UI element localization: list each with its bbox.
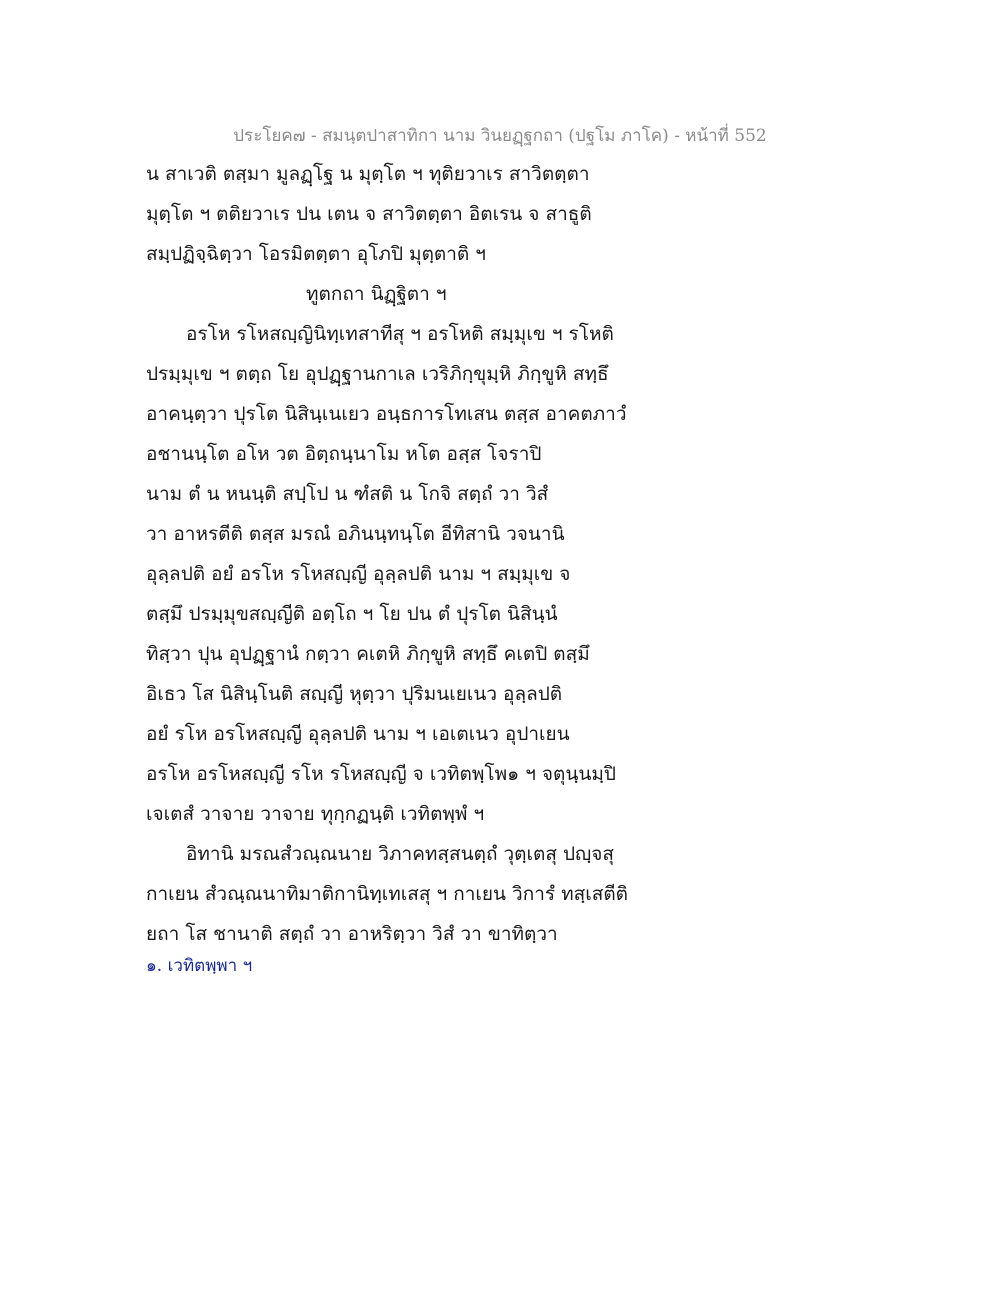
- text-line: อุลฺลปติ อยํ อรโห รโหสญฺญี อุลฺลปติ นาม ฯ สมฺมุเข จ: [146, 563, 571, 585]
- text-line: เจเตสํ วาจาย วาจาย ทุกฺกฏนฺติ เวทิตพฺพํ ฯ: [146, 803, 485, 825]
- text-line: อยํ รโห อรโหสญฺญี อุลฺลปติ นาม ฯ เอเตเนว อุปาเยน: [146, 723, 570, 745]
- text-line: นาม ตํ น หนนฺติ สปฺโป น ฑํสติ น โกจิ สตฺถํ วา วิสํ: [146, 483, 549, 505]
- body-text: [146, 154, 666, 954]
- text-line: ตสฺมึ ปรมฺมุขสญฺญีติ อตฺโถ ฯ โย ปน ตํ ปุรโต นิสินฺนํ: [146, 603, 558, 625]
- text-line: วา อาหรตีติ ตสฺส มรณํ อภินนฺทนฺโต อีทิสานิ วจนานิ: [146, 523, 565, 545]
- text-line: สมฺปฏิจฺฉิตฺวา โอรมิตตฺตา อุโภปิ มุตฺตาติ ฯ: [146, 243, 486, 265]
- text-line: น สาเวติ ตสฺมา มูลฏฺโฐ น มุตฺโต ฯ ทุติยวาเร สาวิตตฺตา: [146, 163, 590, 185]
- paragraph-start-line: อรโห รโหสญฺญินิทฺเทสาทีสุ ฯ อรโหติ สมฺมุเข ฯ รโหติ: [186, 323, 614, 345]
- paragraph-start-line: อิทานิ มรณสํวณฺณนาย วิภาคทสฺสนตฺถํ วุตฺเตสุ ปญฺจสุ: [186, 843, 614, 865]
- section-end-heading: ทูตกถา นิฏฺฐิตา ฯ: [306, 283, 447, 305]
- text-line: กาเยน สํวณฺณนาทิมาติกานิทฺเทเสสุ ฯ กาเยน วิการํ ทสฺเสตีติ: [146, 883, 629, 905]
- text-line: ทิสฺวา ปุน อุปฏฺฐานํ กตฺวา คเตหิ ภิกฺขูหิ สทฺธึ คเตปิ ตสฺมึ: [146, 643, 590, 665]
- text-line: อาคนฺตฺวา ปุรโต นิสินฺเนเยว อนฺธการโทเสน ตสฺส อาคตภาวํ: [146, 403, 627, 425]
- text-line: ยถา โส ชานาติ สตฺถํ วา อาหริตฺวา วิสํ วา ขาทิตฺวา: [146, 923, 558, 945]
- text-line: อชานนฺโต อโห วต อิตฺถนฺนาโม หโต อสฺส โจราปิ: [146, 443, 542, 465]
- page-header: ประโยค๗ - สมนฺตปาสาทิกา นาม วินยฏฺฐกถา (ปฐโม ภาโค) - หน้าที่ 552: [233, 126, 767, 146]
- text-line: ปรมฺมุเข ฯ ตตฺถ โย อุปฏฺฐานกาเล เวริภิกฺขุมฺหิ ภิกฺขูหิ สทฺธึ: [146, 363, 609, 385]
- text-line: มุตฺโต ฯ ตติยวาเร ปน เตน จ สาวิตตฺตา อิตเรน จ สาธูติ: [146, 203, 592, 225]
- text-line: อิเธว โส นิสินฺโนติ สญฺญี หุตฺวา ปุริมนเยเนว อุลฺลปติ: [146, 683, 563, 705]
- text-line: อรโห อรโหสญฺญี รโห รโหสญฺญี จ เวทิตพฺโพ๑ ฯ จตุนฺนมฺปิ: [146, 763, 616, 785]
- footnote: ๑. เวทิตพฺพา ฯ: [146, 956, 253, 976]
